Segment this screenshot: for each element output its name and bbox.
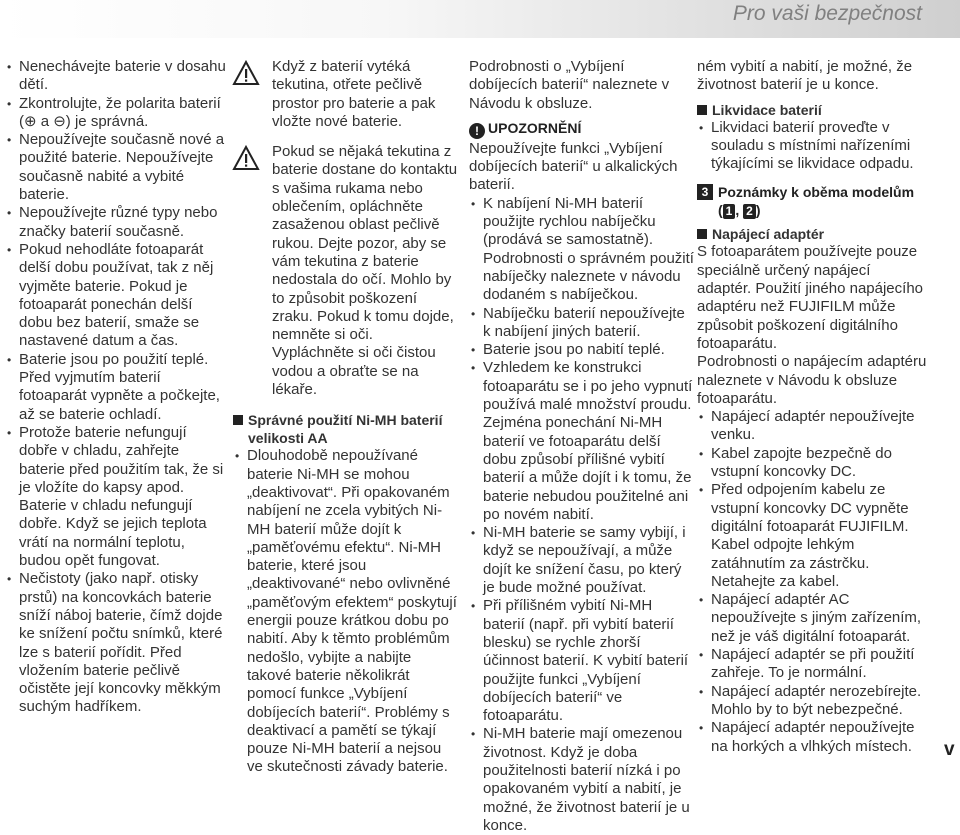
- warning-item: [233, 58, 458, 131]
- column-2: [233, 58, 458, 777]
- square-bullet-icon: [233, 415, 243, 425]
- charging-list: [469, 194, 694, 834]
- list-item: • Pokud nehodláte fotoaparát delší dobu používat, tak z něj vyjměte baterie. Pokud je fotoaparát ponechán delší dobu bez baterií, smaže se nastavené datum a čas.: [5, 241, 227, 351]
- section-heading: Správné použití Ni-MH baterií velikosti AA: [233, 411, 458, 447]
- list-item: • K nabíjení Ni-MH baterií použijte rychlou nabíječku (prodává se samostatně). Podrobnosti o správném použití nabíječky naleznete v návodu dodaném s nabíječkou.: [469, 195, 694, 305]
- column-3: [469, 58, 694, 834]
- list-item: • Nenechávejte baterie v dosahu dětí.: [5, 58, 227, 95]
- list-item: • Nečistoty (jako např. otisky prstů) na koncovkách baterie sníží náboj baterie, čímž dojde ke snížení počtu snímků, které lze s baterií pořídit. Před vložením baterie pečlivě očistěte její koncovky měkkým suchým hadříkem.: [5, 570, 227, 716]
- nimh-list: [233, 447, 458, 776]
- list-item: • Baterie jsou po použití teplé. Před vyjmutím baterií fotoaparát vypněte a počkejte, až se baterie ochladí.: [5, 351, 227, 424]
- list-item: • Protože baterie nefungují dobře v chladu, zahřejte baterie před použitím tak, že si je vložíte do kapsy apod. Baterie v chladu nefungují dobře. Když se jejich teplota vrátí na normální teplotu, budou opět fungovat.: [5, 424, 227, 570]
- page-title: Pro vaši bezpečnost: [732, 2, 922, 25]
- square-bullet-icon: [697, 229, 707, 239]
- adapter-heading: Napájecí adaptér: [697, 225, 927, 243]
- header-bar: [0, 0, 960, 38]
- list-item: • Před odpojením kabelu ze vstupní koncovky DC vypněte digitální fotoaparát FUJIFILM. Kabel odpojte lehkým zatáhnutím za zástrčku. Netahejte za kabel.: [697, 481, 927, 591]
- disposal-list: [697, 119, 927, 174]
- caution-heading: ! UPOZORNĚNÍ: [469, 119, 694, 139]
- list-item: • Napájecí adaptér AC nepoužívejte s jiným zařízením, než je váš digitální fotoaparát.: [697, 591, 927, 646]
- list-item: • Likvidaci baterií proveďte v souladu s místními nařízeními týkajícími se likvidace odpadu.: [697, 119, 927, 174]
- section-number-badge: 3: [697, 184, 713, 200]
- warning-text: Když z baterií vytéká tekutina, otřete pečlivě prostor pro baterie a pak vložte nové baterie.: [272, 58, 436, 130]
- notes-heading: 3 Poznámky k oběma modelům ( 1 , 2 ): [697, 183, 927, 219]
- list-item: • Ni-MH baterie mají omezenou životnost. Když je doba použitelnosti baterií nízká i po opakovaném vybití a nabití, je možné, že životnost baterií je u konce.: [469, 725, 694, 762]
- caution-icon: !: [469, 123, 485, 139]
- warning-triangle-icon: [233, 60, 259, 86]
- column-1: [5, 58, 227, 717]
- list-item: • Napájecí adaptér nepoužívejte venku.: [697, 408, 927, 445]
- adapter-list: [697, 408, 927, 756]
- list-item: • Kabel zapojte bezpečně do vstupní koncovky DC.: [697, 445, 927, 482]
- intro-text: Podrobnosti o „Vybíjení dobíjecích baterií“ naleznete v Návodu k obsluze.: [469, 58, 670, 112]
- list-item: • Ni-MH baterie se samy vybijí, i když se nepoužívají, a může dojít ke snížení času, po který je bude možné používat.: [469, 524, 694, 597]
- list-item: • Napájecí adaptér nerozebírejte. Mohlo by to být nebezpečné.: [697, 683, 927, 720]
- list-item: • Nepoužívejte současně nové a použité baterie. Nepoužívejte současně nabité a vybité baterie.: [5, 131, 227, 204]
- list-item: • Dlouhodobě nepoužívané baterie Ni-MH se mohou „deaktivovat“. Při opakovaném nabíjení ne zcela vybitých Ni-MH baterií může dojít k „paměťovému efektu“. Ni-MH baterie, které jsou „deaktivované“ nebo ovlivněné „paměťovým efektem“ poskytují energii pouze krátkou dobu po nabití. Aby k těmto problémům nedošlo, vybijte a nabijte takové baterie několikrát pomocí funkce „Vybíjení dobíjecích baterií“. Problémy s deaktivací a pamětí se týkají pouze Ni-MH baterií a nejsou ve skutečnosti závady baterie.: [233, 447, 458, 776]
- square-bullet-icon: [697, 105, 707, 115]
- warning-triangle-icon: [233, 145, 259, 171]
- list-item: • Baterie jsou po nabití teplé.: [469, 341, 694, 359]
- list-item: • Nabíječku baterií nepoužívejte k nabíjení jiných baterií.: [469, 305, 694, 342]
- list-item: • Nepoužívejte různé typy nebo značky baterií současně.: [5, 204, 227, 241]
- list-item: • Vzhledem ke konstrukci fotoaparátu se i po jeho vypnutí používá malé množství proudu. Zejména ponechání Ni-MH baterií ve fotoaparátu delší dobu způsobí přílišné vybití baterií a může dojít i k tomu, že baterie nebudou použitelné ani po novém nabití.: [469, 359, 694, 524]
- adapter-paragraph: S fotoaparátem používejte pouze speciálně určený napájecí adaptér. Použití jiného napájecího adaptéru než FUJIFILM může způsobit poškození digitálního fotoaparátu.: [697, 243, 924, 352]
- list-item: • Zkontrolujte, že polarita baterií (⊕ a ⊖) je správná.: [5, 95, 227, 132]
- caution-text: Nepoužívejte funkci „Vybíjení dobíjecích baterií“ u alkalických baterií.: [469, 139, 678, 194]
- model-badge: 2: [743, 204, 756, 219]
- continued-text: ném vybití a nabití, je možné, že životnost baterií je u konce.: [697, 58, 913, 94]
- column-4: [697, 58, 927, 756]
- list-item: • Při přílišném vybití Ni-MH baterií (např. při vybití baterií blesku) se rychle zhorší účinnost baterií. K vybití baterií použijte funkci „Vybíjení dobíjecích baterií“ ve fotoaparátu.: [469, 597, 694, 725]
- list-item: • Napájecí adaptér se při použití zahřeje. To je normální.: [697, 646, 927, 683]
- model-badge: 1: [723, 204, 736, 219]
- page-number: v: [944, 739, 955, 760]
- battery-list: [5, 58, 227, 717]
- disposal-heading: Likvidace baterií: [697, 101, 927, 119]
- warning-item: [233, 143, 458, 399]
- warning-text: Pokud se nějaká tekutina z baterie dostane do kontaktu s vašima rukama nebo oblečením, opláchněte zasaženou oblast pečlivě rukou. Dejte pozor, aby se vám tekutina z baterie nedostala do očí. Mohlo by to způsobit poškození zraku. Pokud k tomu dojde, nemněte si oči. Vypláchněte si oči čistou vodou a obraťte se na lékaře.: [272, 143, 458, 399]
- list-item: • Napájecí adaptér nepoužívejte na horkých a vlhkých místech.: [697, 719, 927, 756]
- adapter-paragraph: Podrobnosti o napájecím adaptéru naleznete v Návodu k obsluze fotoaparátu.: [697, 353, 927, 407]
